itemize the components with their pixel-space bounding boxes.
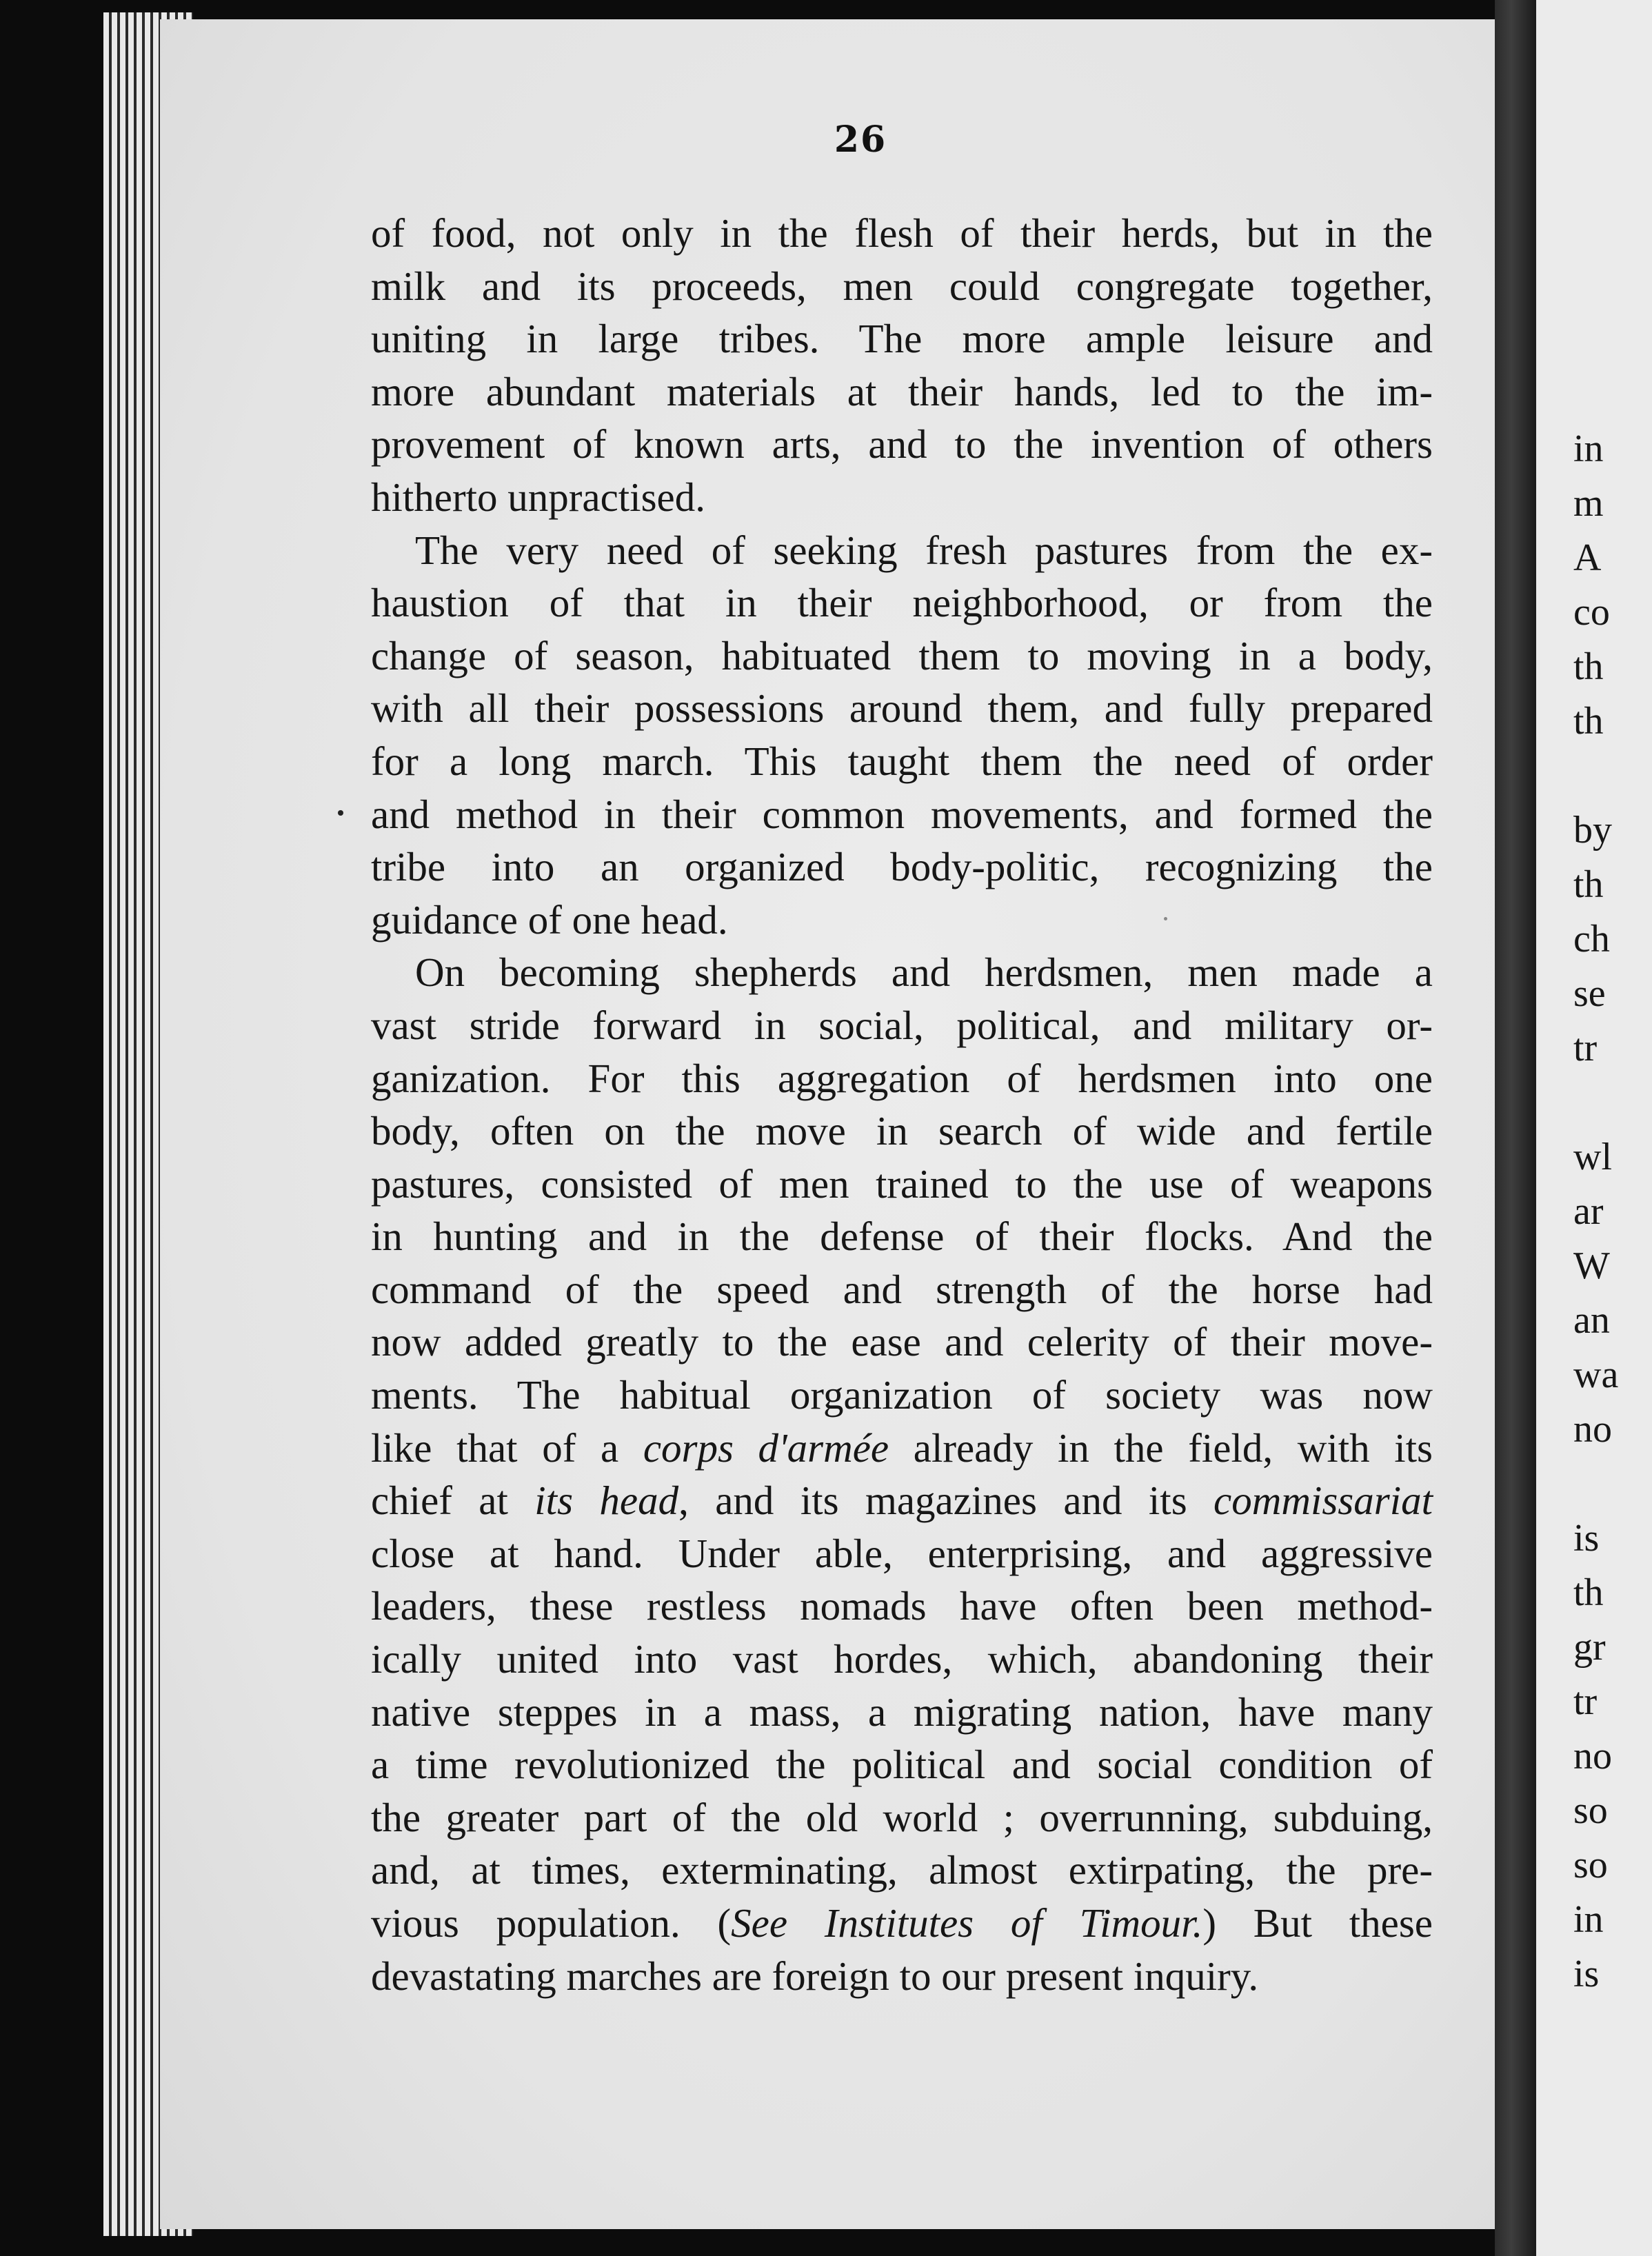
text-line: of food, not only in the flesh of their herds, but in the — [371, 210, 1433, 256]
text-line: provement of known arts, and to the invention of others — [371, 421, 1433, 467]
paragraph — [371, 207, 1433, 524]
paragraph — [371, 946, 1433, 2002]
text-line: for a long march. This taught them the need of order — [371, 738, 1433, 784]
text-line: The very need of seeking fresh pastures from the ex- — [415, 527, 1433, 573]
text-line: pastures, consisted of men trained to the use of weapons — [371, 1160, 1433, 1207]
book-gutter — [1495, 0, 1536, 2256]
next-page-fragment: ar — [1573, 1190, 1604, 1233]
next-page-fragment: W — [1573, 1245, 1610, 1287]
scan-speck — [1164, 917, 1167, 920]
text-line: native steppes in a mass, a migrating nation, have many — [371, 1689, 1433, 1735]
text-line: guidance of one head. — [371, 896, 728, 943]
next-page-fragment: gr — [1573, 1626, 1606, 1669]
text-line: vious population. (See Institutes of Timour.) But these — [371, 1900, 1433, 1946]
next-page-fragment: is — [1573, 1953, 1600, 1995]
text-line: in hunting and in the defense of their flocks. And the — [371, 1213, 1433, 1260]
next-page-fragment: th — [1573, 863, 1604, 906]
next-page-fragment: co — [1573, 591, 1610, 634]
next-page-fragment: wl — [1573, 1136, 1612, 1178]
next-page-fragment: no — [1573, 1408, 1612, 1451]
next-page-fragment: tr — [1573, 1680, 1598, 1723]
text-line: with all their possessions around them, and fully prepared — [371, 685, 1433, 732]
page-number — [0, 119, 1652, 161]
text-line: body, often on the move in search of wide and fertile — [371, 1108, 1433, 1154]
next-page-fragment: so — [1573, 1844, 1608, 1886]
page-number-text: 26 — [834, 119, 887, 161]
next-page-fragment: th — [1573, 645, 1604, 688]
text-line: change of season, habituated them to moving in a body, — [371, 632, 1433, 678]
text-line: like that of a corps d'armée already in the field, with its — [371, 1424, 1433, 1471]
next-page-fragment: by — [1573, 809, 1612, 852]
next-page-text-fragments — [1573, 422, 1649, 2002]
next-page-fragment: in — [1573, 1898, 1604, 1941]
body-text — [371, 207, 1433, 2002]
text-line: chief at its head, and its magazines and its commissariat — [371, 1478, 1433, 1524]
next-page-fragment: in — [1573, 427, 1604, 470]
text-line: now added greatly to the ease and celerity of their move- — [371, 1319, 1433, 1365]
text-line: more abundant materials at their hands, led to the im- — [371, 368, 1433, 414]
text-line: uniting in large tribes. The more ample leisure and — [371, 316, 1433, 362]
text-line: ganization. For this aggregation of herdsmen into one — [371, 1055, 1433, 1101]
text-line: tribe into an organized body-politic, recognizing the — [371, 844, 1433, 890]
text-line: and method in their common movements, and formed the — [371, 791, 1433, 837]
next-page-fragment: so — [1573, 1789, 1608, 1832]
text-line: leaders, these restless nomads have often been method- — [371, 1583, 1433, 1629]
next-page-fragment — [1573, 749, 1649, 803]
next-page-fragment: A — [1573, 536, 1602, 579]
next-page-fragment: th — [1573, 1571, 1604, 1614]
text-line: devastating marches are foreign to our present inquiry. — [371, 1953, 1259, 1999]
text-line: command of the speed and strength of the horse had — [371, 1266, 1433, 1312]
text-line: ments. The habitual organization of society was now — [371, 1372, 1433, 1418]
text-line: the greater part of the old world ; overrunning, subduing, — [371, 1794, 1433, 1840]
paragraph — [371, 524, 1433, 947]
text-line: milk and its proceeds, men could congregate together, — [371, 263, 1433, 309]
scan-speck — [338, 810, 343, 816]
next-page-fragment: m — [1573, 482, 1604, 525]
next-page-fragment: ch — [1573, 918, 1610, 960]
next-page-fragment: th — [1573, 700, 1604, 743]
text-line: and, at times, exterminating, almost extirpating, the pre- — [371, 1847, 1433, 1893]
text-line: vast stride forward in social, political, and military or- — [371, 1002, 1433, 1048]
next-page-fragment: is — [1573, 1517, 1600, 1560]
text-line: a time revolutionized the political and social condition of — [371, 1742, 1433, 1788]
next-page-fragment: se — [1573, 972, 1606, 1015]
next-page-fragment: an — [1573, 1299, 1610, 1342]
text-line: On becoming shepherds and herdsmen, men made a — [415, 949, 1433, 996]
text-line: close at hand. Under able, enterprising, and aggressive — [371, 1530, 1433, 1576]
next-page-fragment — [1573, 1457, 1649, 1511]
text-line: hitherto unpractised. — [371, 474, 705, 520]
text-line: ically united into vast hordes, which, abandoning their — [371, 1636, 1433, 1682]
next-page-fragment: wa — [1573, 1353, 1619, 1396]
next-page-fragment: tr — [1573, 1027, 1598, 1069]
next-page-fragment — [1573, 1076, 1649, 1130]
text-line: haustion of that in their neighborhood, or from the — [371, 580, 1433, 626]
next-page-fragment: no — [1573, 1735, 1612, 1777]
